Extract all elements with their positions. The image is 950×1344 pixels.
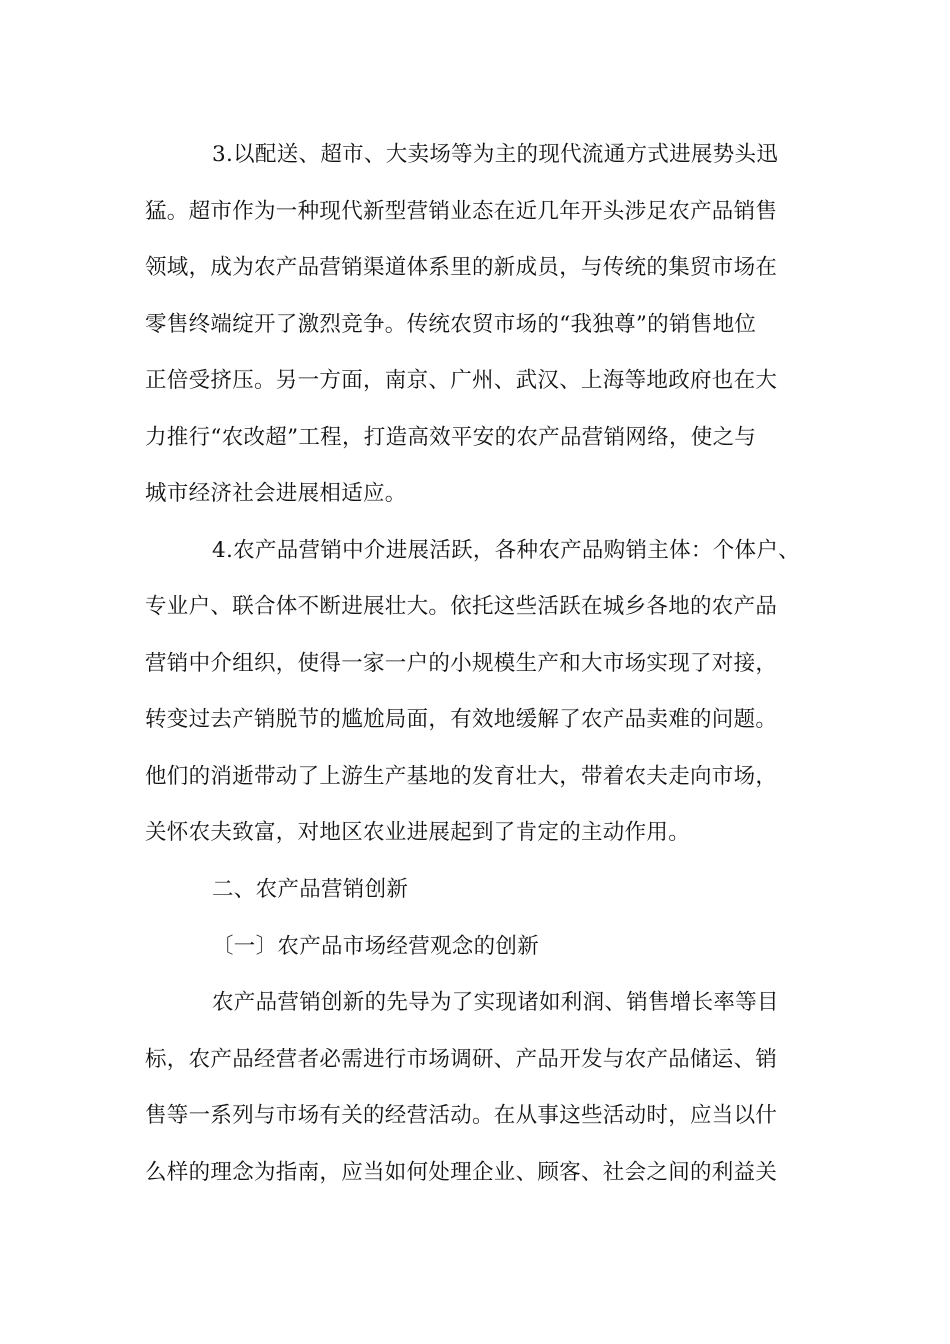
paragraph-4-line-4: 转变过去产销脱节的尴尬局面，有效地缓解了农产品卖难的问题。 — [145, 707, 778, 732]
paragraph-5-line-4: 么样的理念为指南，应当如何处理企业、顾客、社会之间的利益关 — [145, 1160, 778, 1185]
paragraph-4-line-1: 4.农产品营销中介进展活跃，各种农产品购销主体：个体户、 — [212, 538, 800, 563]
paragraph-3-line-7: 城市经济社会进展相适应。 — [145, 481, 407, 506]
paragraph-4-line-6: 关怀农夫致富，对地区农业进展起到了肯定的主动作用。 — [145, 820, 691, 845]
paragraph-5-line-1: 农产品营销创新的先导为了实现诸如利润、销售增长率等目 — [212, 990, 779, 1015]
paragraph-3-line-2: 猛。超市作为一种现代新型营销业态在近几年开头涉足农产品销售 — [145, 199, 778, 224]
subsection-heading: 〔一〕农产品市场经营观念的创新 — [212, 934, 540, 959]
paragraph-3-line-5: 正倍受挤压。另一方面，南京、广州、武汉、上海等地政府也在大 — [145, 368, 778, 393]
paragraph-4-line-3: 营销中介组织，使得一家一户的小规模生产和大市场实现了对接， — [145, 651, 778, 676]
paragraph-3-line-3: 领域，成为农产品营销渠道体系里的新成员，与传统的集贸市场在 — [145, 255, 778, 280]
paragraph-4-line-5: 他们的消逝带动了上游生产基地的发育壮大，带着农夫走向市场， — [145, 764, 778, 789]
paragraph-5-line-2: 标，农产品经营者必需进行市场调研、产品开发与农产品储运、销 — [145, 1047, 778, 1072]
paragraph-5-line-3: 售等一系列与市场有关的经营活动。在从事这些活动时，应当以什 — [145, 1103, 778, 1128]
paragraph-3-line-1: 3.以配送、超市、大卖场等为主的现代流通方式进展势头迅 — [212, 142, 779, 167]
paragraph-4-line-2: 专业户、联合体不断进展壮大。依托这些活跃在城乡各地的农产品 — [145, 594, 778, 619]
paragraph-3-line-6: 力推行“农改超”工程，打造高效平安的农产品营销网络，使之与 — [145, 425, 757, 450]
paragraph-3-line-4: 零售终端绽开了激烈竞争。传统农贸市场的“我独尊”的销售地位 — [145, 312, 757, 337]
section-heading: 二、农产品营销创新 — [212, 877, 409, 902]
